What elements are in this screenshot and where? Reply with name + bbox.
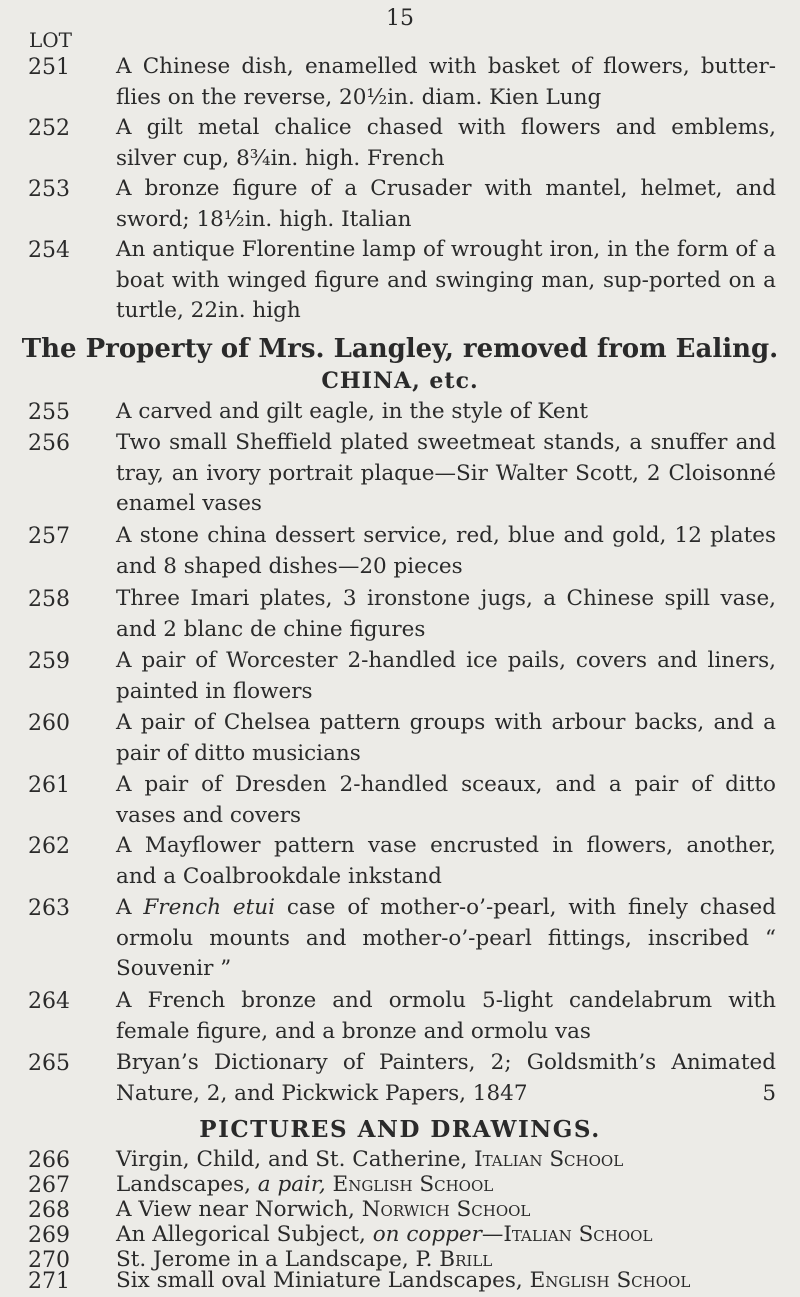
lot-description: A pair of Chelsea pattern groups with arbour backs, and a pair of ditto musicians (116, 710, 776, 766)
lot-description: A carved and gilt eagle, in the style of Kent (116, 399, 589, 424)
lot-school: Italian School (474, 1147, 624, 1172)
lot-entry (28, 986, 776, 1047)
pictures-heading: PICTURES AND DRAWINGS. (199, 1116, 601, 1143)
lot-quantity: 5 (762, 1080, 776, 1106)
lot-description: An antique Florentine lamp of wrought iron, in the form of a boat with winged figure and swinging man, sup-ported on a turtle, 22in. high (116, 237, 776, 323)
lot-school: P. Brill (415, 1247, 493, 1272)
lot-school: Italian School (503, 1222, 653, 1247)
lot-school: Norwich School (361, 1197, 531, 1222)
lot-number: 263 (28, 896, 70, 921)
lot-entry (28, 235, 776, 327)
lot-description: A stone china dessert service, red, blue and gold, 12 plates and 8 shaped dishes—20 pieces (116, 523, 776, 579)
lot-description: Two small Sheffield plated sweetmeat stands, a snuffer and tray, an ivory portrait plaque—Sir Walter Scott, 2 Cloisonné enamel vases (116, 430, 776, 516)
property-heading: The Property of Mrs. Langley, removed from Ealing. (21, 334, 779, 364)
lot-entry (28, 770, 776, 831)
lot-number: 266 (28, 1148, 70, 1173)
lot-entry (28, 708, 776, 769)
china-heading: CHINA, etc. (321, 368, 479, 394)
lot-number: 268 (28, 1198, 70, 1223)
lot-entry (28, 831, 776, 892)
lot-description-text: St. Jerome in a Landscape, (116, 1247, 409, 1272)
lot-number: 251 (28, 55, 70, 80)
lot-number: 256 (28, 431, 70, 456)
lot-description: A bronze figure of a Crusader with mantel, helmet, and sword; 18½in. high. Italian (116, 176, 776, 232)
lot-school: English School (529, 1268, 691, 1293)
lot-number: 252 (28, 116, 70, 141)
lot-number: 257 (28, 524, 70, 549)
lot-entry (28, 584, 776, 645)
lot-description-text: Bryan’s Dictionary of Painters, 2; Goldsmith’s Animated Nature, 2, and Pickwick Papers, 1847 (116, 1050, 776, 1106)
lot-number: 261 (28, 773, 70, 798)
lot-description: A Mayflower pattern vase encrusted in flowers, another, and a Coalbrookdale inkstand (116, 833, 776, 889)
lot-entry (28, 893, 776, 985)
lot-entry (28, 1266, 776, 1297)
lot-number: 269 (28, 1223, 70, 1248)
lot-number: 262 (28, 834, 70, 859)
lot-description-text: An Allegorical Subject, (116, 1222, 366, 1247)
lot-entry (28, 428, 776, 520)
lot-entry (28, 174, 776, 235)
lot-description-text: Virgin, Child, and St. Catherine, (116, 1147, 468, 1172)
lot-description-text: Landscapes, (116, 1172, 251, 1197)
lot-number: 253 (28, 177, 70, 202)
lot-description: Three Imari plates, 3 ironstone jugs, a Chinese spill vase, and 2 blanc de chine figures (116, 586, 776, 642)
lot-description: A gilt metal chalice chased with flowers and emblems, silver cup, 8¾in. high. French (116, 115, 776, 171)
lot-description (116, 893, 776, 985)
lot-description: A pair of Worcester 2-handled ice pails, covers and liners, painted in flowers (116, 648, 776, 704)
lot-number: 259 (28, 649, 70, 674)
lot-entry (28, 1048, 776, 1109)
lot-description: A Chinese dish, enamelled with basket of flowers, butter-flies on the reverse, 20½in. diam. Kien Lung (116, 54, 776, 110)
lot-number: 267 (28, 1173, 70, 1198)
lot-number: 254 (28, 238, 70, 263)
lot-description-italic: French etui (143, 895, 275, 920)
page-number: 15 (386, 6, 414, 31)
lot-description: A French bronze and ormolu 5-light candelabrum with female figure, and a bronze and ormolu vas (116, 988, 776, 1044)
lot-description-text: A View near Norwich, (116, 1197, 355, 1222)
lot-number: 271 (28, 1269, 70, 1294)
lot-description-rest: case of mother-o’-pearl, with finely chased ormolu mounts and mother-o’-pearl fittings, inscribed “ Souvenir ” (116, 895, 776, 981)
lot-entry (28, 521, 776, 582)
lot-description (116, 1048, 776, 1109)
lot-description (116, 1266, 776, 1297)
lot-entry (28, 646, 776, 707)
lot-number: 255 (28, 400, 70, 425)
lot-entry (28, 397, 776, 428)
lot-school: English School (332, 1172, 494, 1197)
lot-number: 258 (28, 587, 70, 612)
lot-description-italic: a pair, (257, 1172, 326, 1197)
lot-description: A pair of Dresden 2-handled sceaux, and a pair of ditto vases and covers (116, 772, 776, 828)
lot-number: 270 (28, 1248, 70, 1273)
lot-number: 265 (28, 1051, 70, 1076)
lot-number: 264 (28, 989, 70, 1014)
lot-number: 260 (28, 711, 70, 736)
lot-description-text: Six small oval Miniature Landscapes, (116, 1268, 523, 1293)
lot-description-dash: — (481, 1222, 504, 1247)
lot-entry (28, 113, 776, 174)
lot-description-start: A (116, 895, 144, 920)
lot-description-italic: on copper (372, 1222, 482, 1247)
lot-entry (28, 52, 776, 113)
lot-column-label: LOT (29, 28, 73, 52)
